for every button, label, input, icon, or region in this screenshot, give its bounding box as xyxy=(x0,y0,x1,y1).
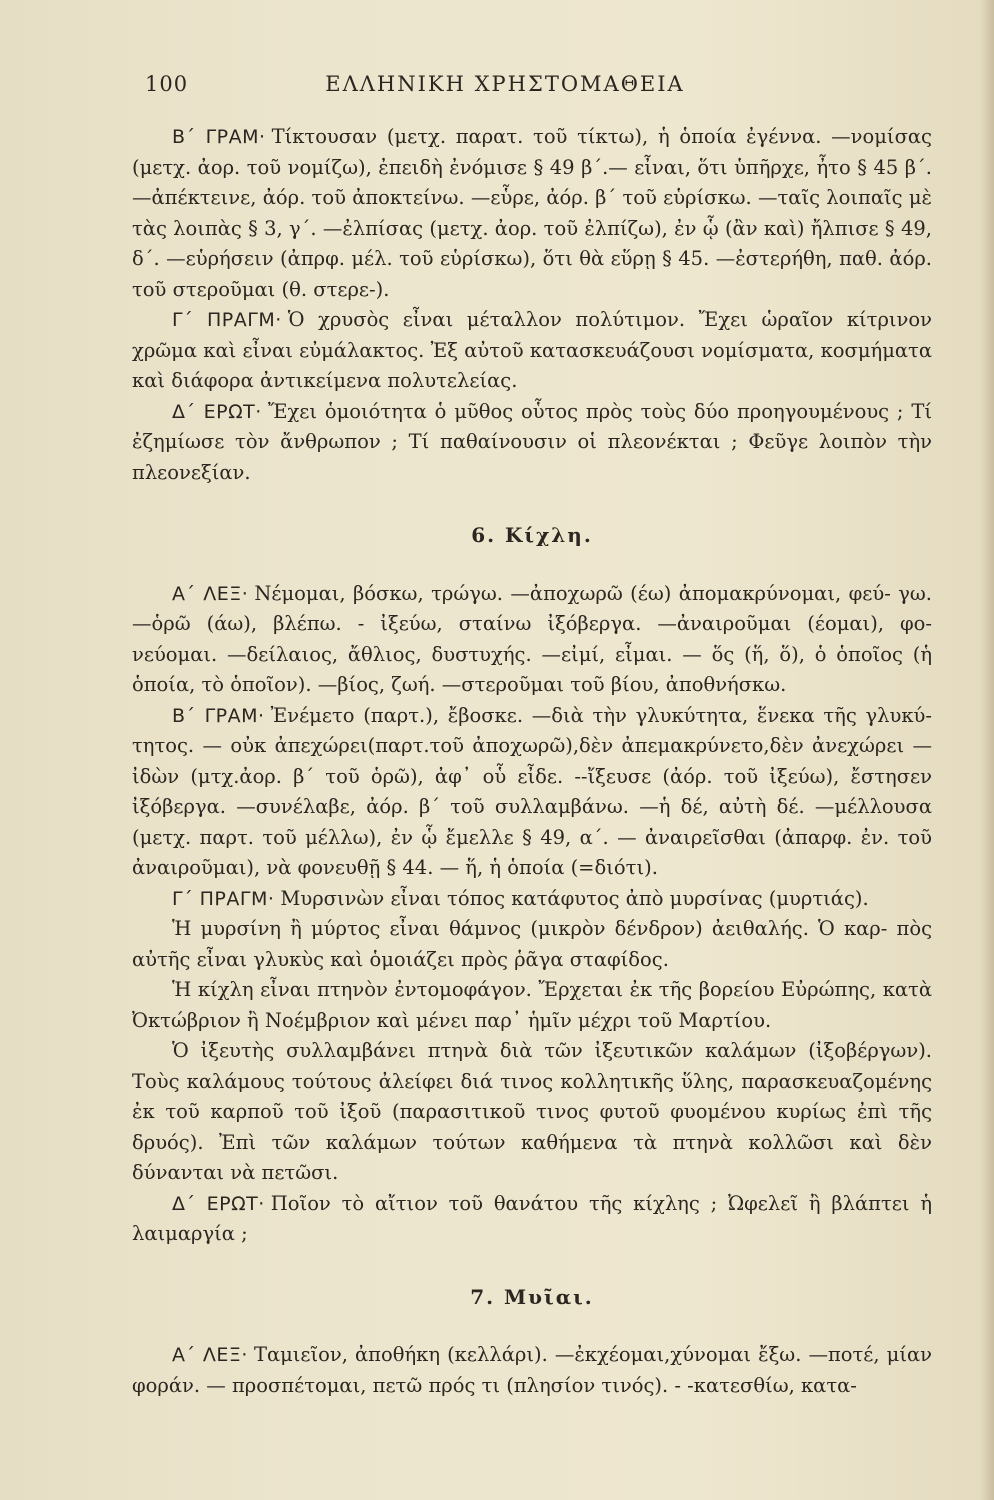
questions xyxy=(132,397,932,489)
text-line: Τοὺς καλάμους τούτους ἀλείφει διά τινος κολλητικῆς ὕλης, παρασκευαζομένης xyxy=(132,1069,932,1093)
vocabulary-label: Α΄ ΛΕΞ· xyxy=(172,582,249,605)
grammar-label: Β΄ ΓΡΑΜ· xyxy=(172,704,265,727)
facts-paragraph xyxy=(132,914,932,975)
facts-notes xyxy=(132,305,932,397)
running-title: ΕΛΛΗΝΙΚΗ ΧΡΗΣΤΟΜΑΘΕΙΑ xyxy=(325,72,685,96)
text-line: 49, δ΄. —εὑρήσειν (ἀπρφ. μέλ. τοῦ εὑρίσκω), ὅτι θὰ εὕρῃ § 45. —ἐστερήθη, xyxy=(132,216,932,270)
facts-paragraph xyxy=(132,975,932,1036)
facts-paragraph xyxy=(132,1036,932,1189)
text-line: ὁποία, τὸ ὁποῖον). —βίος, ζωή. —στεροῦμαι τοῦ βίου, ἀποθνήσκω. xyxy=(132,673,787,696)
text-line: νεύομαι. —δείλαιος, ἄθλιος, δυστυχής. —εἰμί, εἶμαι. — ὅς (ἥ, ὅ), ὁ ὁποῖος (ἡ xyxy=(132,642,932,666)
text-line: νὰ πετῶσι. xyxy=(230,1161,339,1184)
grammar-notes xyxy=(132,701,932,884)
questions-label: Δ΄ ΕΡΩΤ· xyxy=(172,1192,265,1215)
text-line: τοῦ μέλλω), ἐν ᾧ ἔμελλε § 49, α΄. — ἀναιρεῖσθαι (ἀπαρφ. ἐν. τοῦ ἀναιροῦμαι), xyxy=(132,825,932,879)
vocabulary-notes xyxy=(132,579,932,701)
text-line: καὶ διάφορα ἀντικείμενα πολυτελείας. xyxy=(132,369,518,392)
text-line: Ἔχει ὁμοιότητα ὁ μῦθος οὗτος πρὸς τοὺς δύο προηγουμένους ; xyxy=(267,399,904,423)
grammar-notes xyxy=(132,122,932,305)
text-line: ἐκ τοῦ καρποῦ τοῦ ἰξοῦ (παρασιτικοῦ τινος φυτοῦ φυομένου κυρίως ἐπὶ τῆς xyxy=(132,1100,932,1123)
text-line: Ἐνέμετο (παρτ.), ἔβοσκε. —διὰ τὴν γλυκύτητα, ἕνεκα τῆς γλυκύ- xyxy=(270,703,932,727)
text-line: χρῶμα καὶ εἶναι εὐμάλακτος. Ἐξ αὐτοῦ κατασκευάζουσι νομίσματα, κοσμήματα xyxy=(132,338,932,362)
text-line: —συνέλαβε, ἀόρ. β΄ τοῦ συλλαμβάνω. —ἡ δέ, αὐτὴ δέ. —μέλλουσα (μετχ. παρτ. xyxy=(132,795,933,849)
text-line: Νέμομαι, βόσκω, τρώγω. —ἀποχωρῶ (έω) ἀπομακρύνομαι, φεύ- xyxy=(254,581,891,605)
section-title: 6. Κίχλη. xyxy=(471,523,593,547)
grammar-label: Β΄ ΓΡΑΜ· xyxy=(172,126,266,148)
text-line: Ἡ κίχλη εἶναι πτηνὸν ἐντομοφάγον. Ἔρχεται ἐκ τῆς βορείου Εὐρώπης, xyxy=(172,978,877,1001)
page-number: 100 xyxy=(145,72,189,96)
text-line: Ταμιεῖον, ἀποθήκη (κελλάρι). —ἐκχέομαι,χύνομαι ἔξω. —ποτέ, xyxy=(253,1343,880,1366)
facts-label: Γ΄ ΠΡΑΓΜ· xyxy=(172,309,282,331)
text-line: β΄. —ἀπέκτεινε, ἀόρ. τοῦ ἀποκτείνω. —εὗρε, ἀόρ. β΄ τοῦ εὑρίσκω. —ταῖς λοιπαῖς xyxy=(132,155,932,209)
text-line: λαιμαργία ; xyxy=(132,1222,248,1245)
text-line: πλεονεξίαν. xyxy=(132,460,251,484)
vocabulary-notes xyxy=(132,1340,932,1401)
questions xyxy=(132,1189,932,1250)
facts-label: Γ΄ ΠΡΑΓΜ· xyxy=(172,887,275,910)
vocabulary-label: Α΄ ΛΕΞ· xyxy=(172,1344,248,1366)
text-line: Ποῖον τὸ αἴτιον τοῦ θανάτου τῆς κίχλης ; Ὠφελεῖ ἢ βλάπτει ἡ xyxy=(270,1191,932,1215)
page-gutter-shadow xyxy=(980,0,994,1500)
text-line: Ὁ χρυσὸς εἶναι μέταλλον πολύτιμον. Ἔχει ὡραῖον κίτρινον xyxy=(287,308,933,331)
text-line: πὸς αὐτῆς εἶναι γλυκὺς καὶ ὁμοιάζει πρὸς ῥᾶγα σταφίδος. xyxy=(132,917,932,971)
text-line: τητος. — οὐκ ἀπεχώρει(παρτ.τοῦ ἀποχωρῶ),δὲν ἀπεμακρύνετο,δὲν ἀνεχώρει —ἰδὼν xyxy=(132,734,932,788)
text-line: κατὰ Ὀκτώβριον ἢ Νοέμβριον καὶ μένει παρ᾽ ἡμῖν μέχρι τοῦ Μαρτίου. xyxy=(132,978,932,1032)
text-line: γω. —ὁρῶ (άω), βλέπω. - ἰξεύω, σταίνω ἰξόβεργα. —ἀναιροῦμαι (έομαι), φο- xyxy=(132,581,932,635)
text-line: Ὁ ἰξευτὴς συλλαμβάνει πτηνὰ διὰ τῶν ἰξευτικῶν καλάμων (ἰξοβέργων). xyxy=(172,1039,932,1062)
text-line: (μετχ. ἀορ. τοῦ νομίζω), ἐπειδὴ ἐνόμισε § 49 β΄.— εἶναι, ὅτι ὑπῆρχε, ἦτο § 45 xyxy=(132,155,899,179)
questions-label: Δ΄ ΕΡΩΤ· xyxy=(172,400,262,423)
text-line: Τίκτουσαν (μετχ. παρατ. τοῦ τίκτω), ἡ ὁποία ἐγέννα. —νομίσας xyxy=(271,125,932,148)
page-header xyxy=(145,72,865,102)
section-title: 7. Μυῖαι. xyxy=(470,1284,594,1309)
facts-notes xyxy=(132,884,932,915)
text-line: παθ. ἀόρ. τοῦ στεροῦμαι (θ. στερε-). xyxy=(132,247,932,301)
text-line: (μτχ.ἀορ. β΄ τοῦ ὁρῶ), ἀφ᾽ οὗ εἶδε. --ἴξευσε (ἀόρ. τοῦ ἰξεύω), ἔστησεν ἰξόβεργα. xyxy=(132,764,932,818)
text-line: μίαν φοράν. — προσπέτομαι, πετῶ πρός τι (πλησίον τινός). - -κατεσθίω, κατα- xyxy=(132,1343,932,1397)
text-line: νὰ φονευθῇ § 44. — ἥ, ἡ ὁποία (=διότι). xyxy=(266,856,658,879)
text-line: δρυός). Ἐπὶ τῶν καλάμων τούτων καθήμενα τὰ πτηνὰ κολλῶσι καὶ δὲν δύνανται xyxy=(132,1130,932,1184)
text-line: μὲ τὰς λοιπὰς § 3, γ΄. —ἐλπίσας (μετχ. ἀορ. τοῦ ἐλπίζω), ἐν ᾧ (ἂν καὶ) ἤλπισε § xyxy=(132,186,933,240)
text-line: Μυρσινὼν εἶναι τόπος κατάφυτος ἀπὸ μυρσίνας (μυρτιάς). xyxy=(280,886,869,910)
text-line: Τί ἐζημίωσε τὸν ἄνθρωπον ; Τί παθαίνουσιν οἱ πλεονέκται ; Φεῦγε λοιπὸν τὴν xyxy=(132,399,932,453)
page-content xyxy=(132,122,932,1401)
text-line: Ἡ μυρσίνη ἢ μύρτος εἶναι θάμνος (μικρὸν δένδρον) ἀειθαλής. Ὁ καρ- xyxy=(172,917,888,940)
